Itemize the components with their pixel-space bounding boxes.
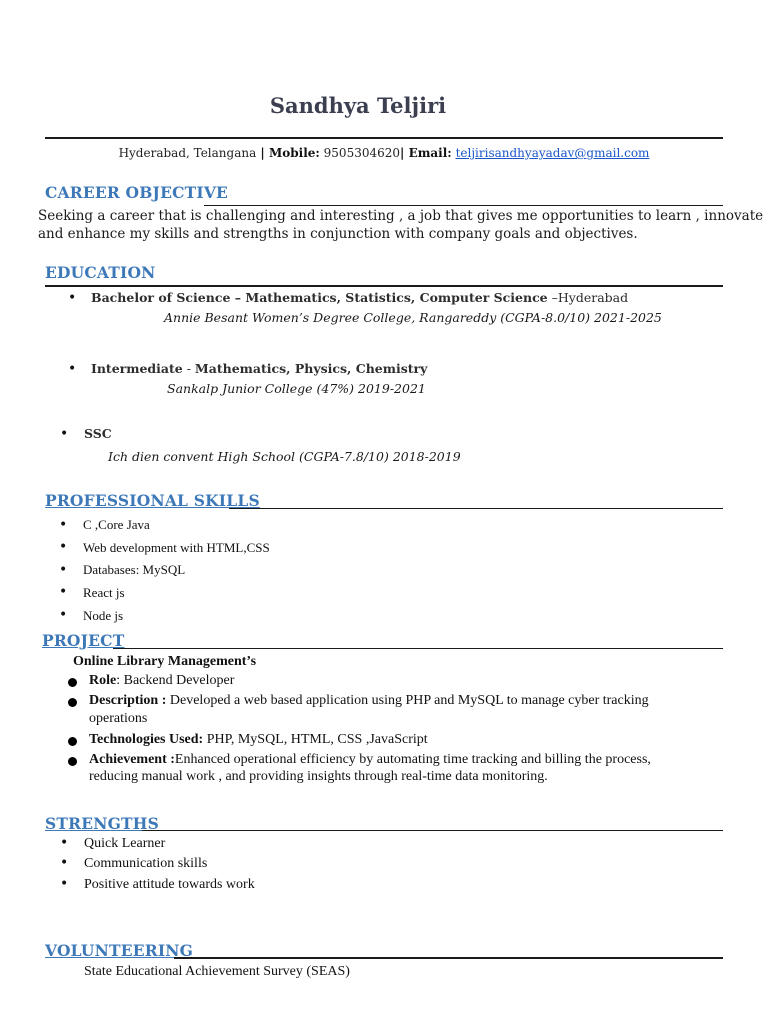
skill-bullet: • bbox=[59, 539, 68, 555]
project-bullet bbox=[68, 678, 77, 687]
strength-bullet: • bbox=[60, 855, 69, 871]
professional-skills-heading: PROFESSIONAL SKILLS bbox=[45, 491, 260, 510]
degree-subjects: Mathematics, Physics, Chemistry bbox=[194, 361, 428, 376]
skill-bullet: • bbox=[59, 517, 68, 533]
location-text: Hyderabad, Telangana bbox=[118, 146, 257, 160]
skill-item: Web development with HTML,CSS bbox=[83, 540, 270, 555]
skill-item: C ,Core Java bbox=[83, 517, 150, 532]
project-heading: PROJECT bbox=[42, 631, 125, 650]
description-line-2: operations bbox=[89, 711, 148, 726]
skill-item: Node js bbox=[83, 608, 124, 623]
description-line-1: Developed a web based application using PHP and MySQL to manage cyber tracking bbox=[166, 693, 649, 708]
career-objective-heading: CAREER OBJECTIVE bbox=[45, 183, 229, 202]
project-divider bbox=[113, 648, 723, 649]
project-description bbox=[89, 693, 649, 709]
skill-bullet: • bbox=[59, 607, 68, 623]
career-divider bbox=[204, 205, 723, 206]
skill-item: React js bbox=[83, 585, 125, 600]
strengths-heading: STRENGTHS bbox=[45, 814, 160, 833]
project-bullet bbox=[68, 737, 77, 746]
education-divider bbox=[45, 285, 723, 287]
education-college-bsc: Annie Besant Women’s Degree College, Rangareddy (CGPA-8.0/10) 2021-2025 bbox=[164, 310, 662, 325]
strength-bullet: • bbox=[60, 835, 69, 851]
project-bullet bbox=[68, 698, 77, 707]
degree-title: Bachelor of Science – Mathematics, Statistics, Computer Science bbox=[91, 290, 548, 305]
project-achievement bbox=[89, 752, 651, 768]
education-bullet: • bbox=[68, 290, 77, 306]
email-link[interactable]: teljirisandhyayadav@gmail.com bbox=[455, 146, 650, 160]
header-divider bbox=[45, 137, 723, 139]
education-bullet: • bbox=[60, 426, 69, 442]
education-heading: EDUCATION bbox=[45, 263, 156, 282]
volunteering-item: State Educational Achievement Survey (SEAS) bbox=[84, 964, 350, 979]
degree-title: Intermediate bbox=[91, 361, 183, 376]
mobile-label: Mobile: bbox=[268, 146, 320, 160]
project-technologies bbox=[89, 732, 428, 748]
achievement-line-2: reducing manual work , and providing insights through real-time data monitoring. bbox=[89, 769, 548, 784]
resume-name: Sandhya Teljiri bbox=[269, 93, 447, 118]
contact-line bbox=[0, 146, 768, 160]
education-school-ssc: Ich dien convent High School (CGPA-7.8/10) 2018-2019 bbox=[108, 449, 461, 464]
volunteering-heading: VOLUNTEERING bbox=[45, 941, 194, 960]
strength-bullet: • bbox=[60, 876, 69, 892]
career-objective-line-2: and enhance my skills and strengths in conjunction with company goals and objectives. bbox=[38, 226, 638, 242]
skill-bullet: • bbox=[59, 584, 68, 600]
degree-title: SSC bbox=[84, 426, 112, 441]
degree-separator: - bbox=[182, 361, 195, 376]
project-role bbox=[89, 673, 234, 689]
project-title: Online Library Management’s bbox=[73, 654, 257, 669]
education-bullet: • bbox=[68, 361, 77, 377]
degree-location: –Hyderabad bbox=[547, 290, 629, 305]
achievement-line-1: Enhanced operational efficiency by automating time tracking and billing the process, bbox=[174, 752, 651, 767]
mobile-number: 9505304620 bbox=[319, 146, 401, 160]
role-value: : Backend Developer bbox=[116, 673, 235, 688]
strengths-divider bbox=[142, 830, 723, 831]
education-degree-intermediate bbox=[91, 361, 427, 376]
strength-item: Positive attitude towards work bbox=[84, 877, 255, 892]
contact-separator: | bbox=[256, 146, 269, 160]
skill-bullet: • bbox=[59, 562, 68, 578]
technologies-value: PHP, MySQL, HTML, CSS ,JavaScript bbox=[203, 732, 428, 747]
skill-item: Databases: MySQL bbox=[83, 562, 186, 577]
role-label: Role bbox=[89, 673, 117, 688]
career-objective-line-1: Seeking a career that is challenging and interesting , a job that gives me opportunities to learn , innovate bbox=[38, 208, 764, 224]
volunteering-divider bbox=[174, 957, 723, 959]
education-degree-ssc bbox=[84, 426, 112, 441]
achievement-label: Achievement : bbox=[89, 752, 175, 767]
email-label: Email: bbox=[408, 146, 452, 160]
technologies-label: Technologies Used: bbox=[89, 732, 204, 747]
project-bullet bbox=[68, 757, 77, 766]
education-degree-bsc bbox=[91, 290, 628, 305]
skills-divider bbox=[229, 508, 723, 509]
strength-item: Quick Learner bbox=[84, 836, 166, 851]
strength-item: Communication skills bbox=[84, 856, 208, 871]
contact-separator: | bbox=[400, 146, 409, 160]
education-college-intermediate: Sankalp Junior College (47%) 2019-2021 bbox=[167, 381, 426, 396]
description-label: Description : bbox=[89, 693, 167, 708]
